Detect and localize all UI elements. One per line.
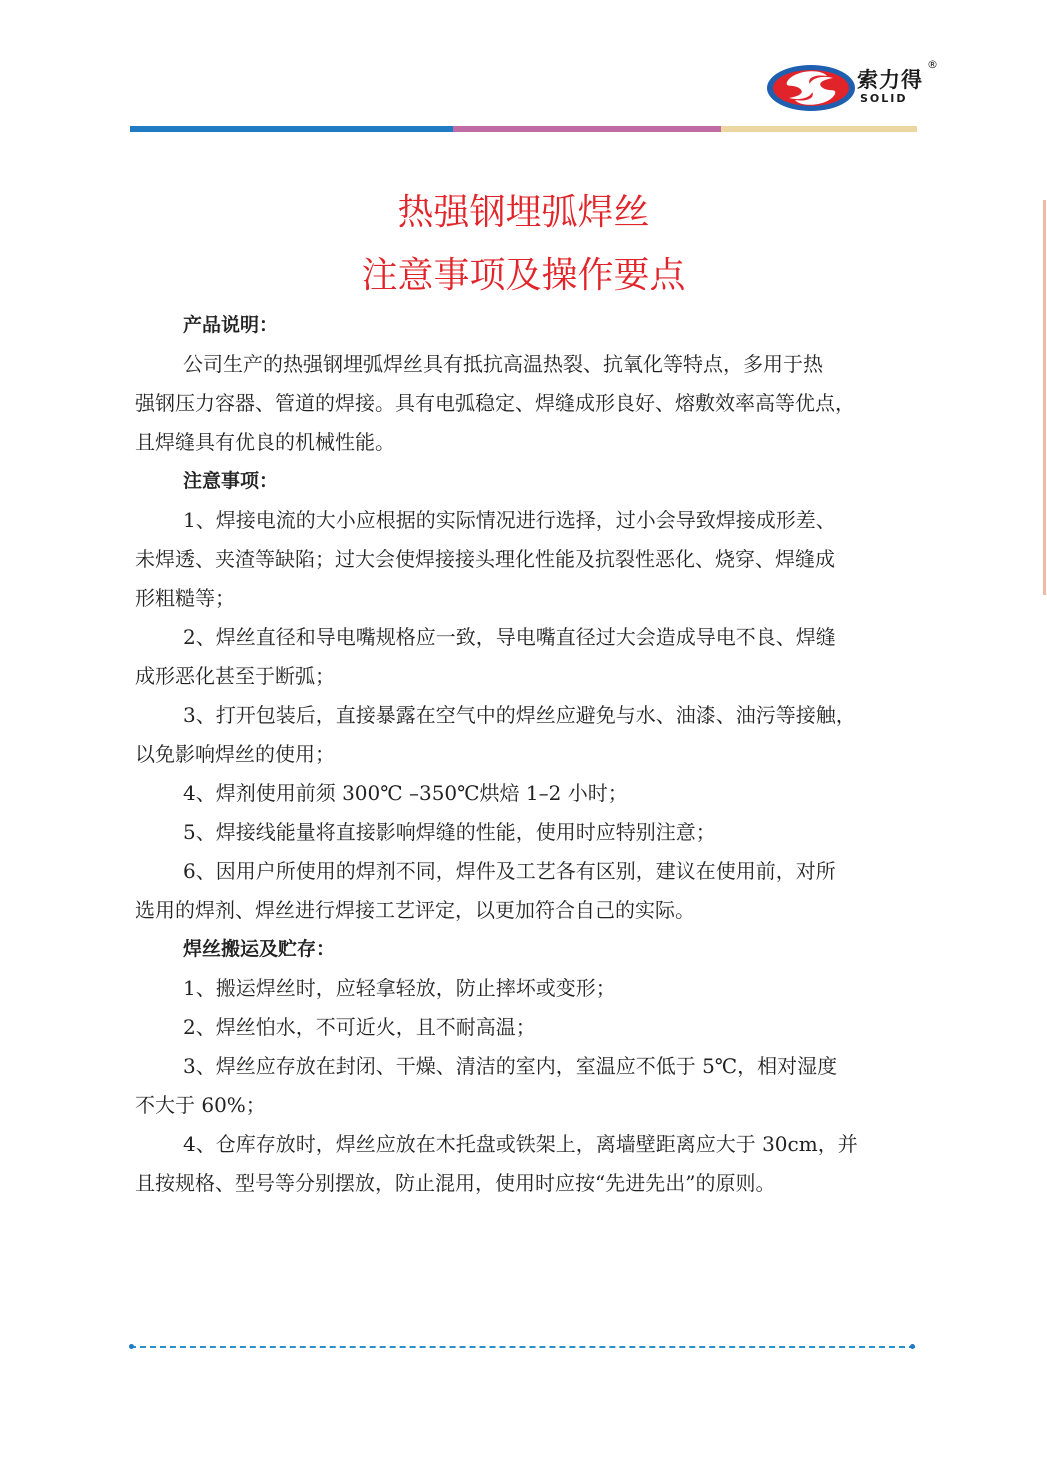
paragraph-line: 且按规格、型号等分别摆放，防止混用，使用时应按“先进先出”的原则。 (135, 1171, 776, 1195)
document-title-line2: 注意事项及操作要点 (361, 255, 686, 296)
paragraph-line: 6、因用户所使用的焊剂不同，焊件及工艺各有区别，建议在使用前，对所 (183, 859, 836, 883)
header-bar-beige (721, 126, 917, 132)
header-bar-purple (453, 126, 721, 132)
paragraph-line: 形粗糙等； (135, 586, 235, 610)
section-heading-notes: 注意事项： (183, 470, 279, 492)
footer-dashed-line (130, 1346, 915, 1348)
solid-logo-icon (765, 62, 859, 114)
paragraph-line: 2、焊丝怕水，不可近火，且不耐高温； (183, 1015, 536, 1039)
paragraph-line: 且焊缝具有优良的机械性能。 (135, 430, 395, 454)
header-color-bar (130, 126, 917, 132)
brand-name-en: SOLID (860, 92, 908, 105)
paragraph-line: 3、焊丝应存放在封闭、干燥、清洁的室内，室温应不低于 5℃，相对湿度 (183, 1054, 838, 1078)
section-heading-storage: 焊丝搬运及贮存： (183, 938, 336, 960)
paragraph-line: 1、焊接电流的大小应根据的实际情况进行选择，过小会导致焊接成形差、 (183, 508, 836, 532)
paragraph-line: 强钢压力容器、管道的焊接。具有电弧稳定、焊缝成形良好、熔敷效率高等优点， (135, 391, 855, 415)
registered-mark: ® (927, 58, 938, 71)
paragraph-line: 2、焊丝直径和导电嘴规格应一致，导电嘴直径过大会造成导电不良、焊缝 (183, 625, 836, 649)
footer-dot-left (129, 1344, 134, 1349)
paragraph-line: 选用的焊剂、焊丝进行焊接工艺评定，以更加符合自己的实际。 (135, 898, 695, 922)
paragraph-line: 1、搬运焊丝时，应轻拿轻放，防止摔坏或变形； (183, 976, 616, 1000)
paragraph-line: 以免影响焊丝的使用； (135, 742, 335, 766)
paragraph-line: 公司生产的热强钢埋弧焊丝具有抵抗高温热裂、抗氧化等特点，多用于热 (183, 352, 823, 376)
paragraph-line: 成形恶化甚至于断弧； (135, 664, 335, 688)
brand-name-cn: 索力得 (857, 68, 923, 92)
document-body (135, 306, 918, 1203)
footer-dot-right (910, 1344, 915, 1349)
header-bar-blue (130, 126, 453, 132)
paragraph-line: 3、打开包装后，直接暴露在空气中的焊丝应避免与水、油漆、油污等接触， (183, 703, 856, 727)
document-title-line1: 热强钢埋弧焊丝 (397, 192, 650, 233)
paragraph-line: 5、焊接线能量将直接影响焊缝的性能，使用时应特别注意； (183, 820, 716, 844)
paragraph-line: 不大于 60%； (135, 1093, 266, 1117)
paragraph-line: 4、焊剂使用前须 300℃ –350℃烘焙 1–2 小时； (183, 781, 628, 805)
paragraph-line: 4、仓库存放时，焊丝应放在木托盘或铁架上，离墙壁距离应大于 30cm，并 (183, 1132, 858, 1156)
brand-logo (765, 58, 945, 114)
paragraph-line: 未焊透、夹渣等缺陷；过大会使焊接接头理化性能及抗裂性恶化、烧穿、焊缝成 (135, 547, 835, 571)
section-heading-product: 产品说明： (183, 314, 279, 336)
